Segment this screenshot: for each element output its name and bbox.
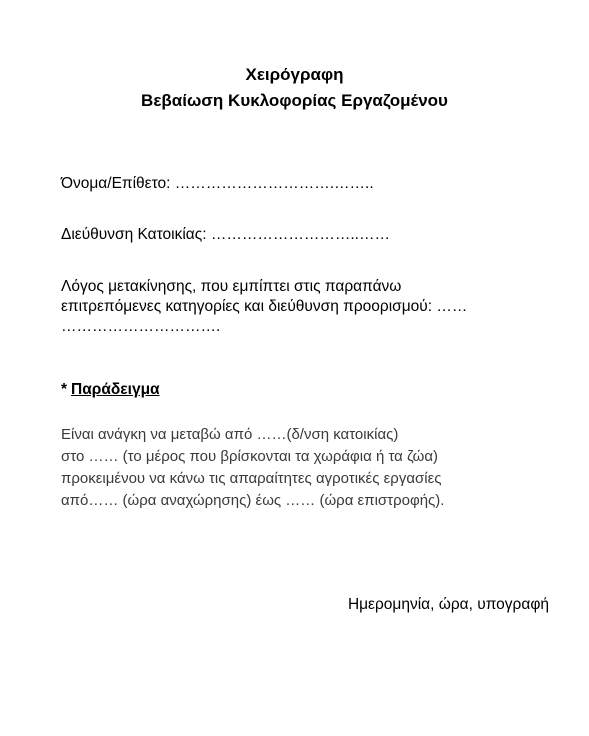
example-line-4: από…… (ώρα αναχώρησης) έως …… (ώρα επιστροφής).	[61, 492, 445, 509]
document-title-line-2: Βεβαίωση Κυκλοφορίας Εργαζομένου	[141, 91, 448, 110]
example-line-2: στο …… (το μέρος που βρίσκονται τα χωράφια ή τα ζώα)	[61, 448, 438, 465]
example-heading	[61, 380, 160, 400]
example-line-1: Είναι ανάγκη να μεταβώ από ……(δ/νση κατοικίας)	[61, 426, 399, 443]
reason-field-line-2: επιτρεπόμενες κατηγορίες και διεύθυνση προορισμού: ……	[61, 298, 468, 315]
asterisk-marker: *	[61, 381, 68, 398]
example-heading-label: Παράδειγμα	[71, 381, 160, 398]
address-field-line: Διεύθυνση Κατοικίας: ………………………..……	[61, 226, 390, 243]
example-line-3: προκειμένου να κάνω τις απαραίτητες αγροτικές εργασίες	[61, 470, 442, 487]
name-field-line: Όνομα/Επίθετο: ………………………….……..	[61, 175, 374, 192]
document-title-line-1: Χειρόγραφη	[245, 65, 344, 84]
reason-field-line-1: Λόγος μετακίνησης, που εμπίπτει στις παραπάνω	[61, 278, 402, 295]
reason-field-line-3: ………………………….	[61, 318, 221, 335]
signature-line: Ημερομηνία, ώρα, υπογραφή	[347, 596, 549, 613]
